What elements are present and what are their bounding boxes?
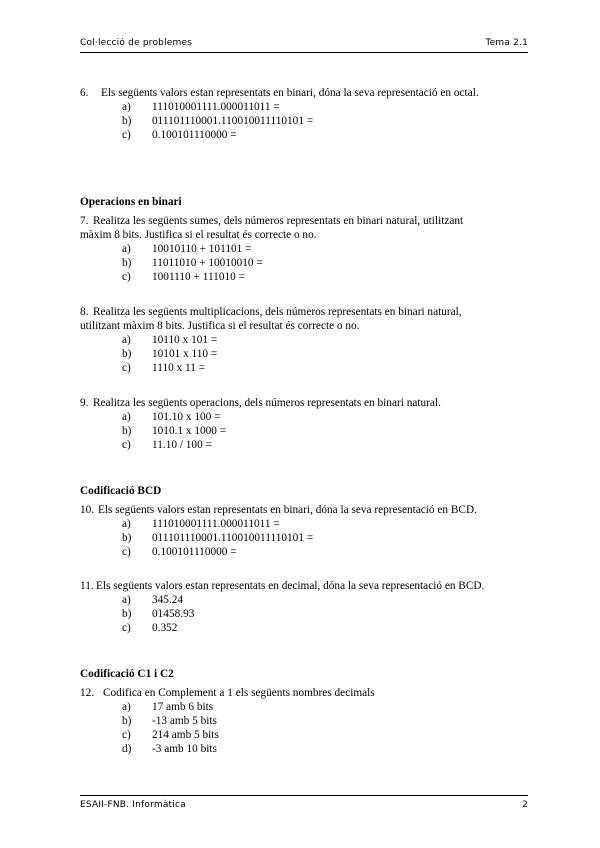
page-footer — [80, 795, 528, 810]
option-b: b) 1010.1 x 1000 = — [122, 425, 227, 437]
option-a: a) 10010110 + 101101 = — [122, 243, 252, 255]
option-b: b) 011101110001.110010011110101 = — [122, 532, 314, 544]
option-a: a) 111010001111.000011011 = — [122, 518, 280, 530]
header-title: Col·lecció de problemes — [80, 38, 193, 48]
question-number: 7. — [80, 215, 89, 227]
question-text: Realitza les següents multiplicacions, dels números representats en binari natural, — [93, 306, 462, 318]
question-7 — [80, 214, 528, 284]
option-list — [80, 593, 528, 635]
question-text: Els següents valors estan representats en binari, dóna la seva representació en BCD. — [98, 504, 477, 516]
header-topic: Tema 2.1 — [485, 38, 528, 48]
option-b: b) 10101 x 110 = — [122, 348, 218, 360]
question-number: 9. — [80, 397, 89, 409]
option-a: a) 111010001111.000011011 = — [122, 101, 280, 113]
question-11 — [80, 579, 528, 635]
question-number: 12. — [80, 687, 95, 699]
question-number: 6. — [80, 87, 89, 99]
option-list — [80, 333, 528, 375]
page-number: 2 — [522, 800, 528, 810]
question-text-cont: utilitzant màxim 8 bits. Justifica si el resultat és correcte o no. — [80, 320, 360, 332]
question-text: Realitza les següents sumes, dels números representats en binari natural, utilitzant — [93, 215, 464, 227]
section-heading-bcd: Codificació BCD — [80, 485, 162, 497]
question-text: Els següents valors estan representats en decimal, dóna la seva representació en BCD. — [96, 580, 485, 592]
question-text: Els següents valors estan representats en binari, dóna la seva representació en octal. — [101, 87, 479, 99]
option-c: c) 1110 x 11 = — [122, 362, 206, 374]
option-list — [80, 517, 528, 559]
option-a: a) 17 amb 6 bits — [122, 701, 214, 713]
option-c: c) 214 amb 5 bits — [122, 729, 219, 741]
question-8 — [80, 305, 528, 375]
page-header — [80, 38, 528, 53]
question-9 — [80, 396, 528, 452]
question-10 — [80, 503, 528, 559]
option-b: b) 011101110001.110010011110101 = — [122, 115, 314, 127]
option-list — [80, 700, 528, 756]
question-12 — [80, 686, 528, 756]
option-d: d) -3 amb 10 bits — [122, 743, 217, 755]
option-a: a) 10110 x 101 = — [122, 334, 218, 346]
option-c: c) 0.100101110000 = — [122, 129, 237, 141]
option-c: c) 11.10 / 100 = — [122, 439, 212, 451]
question-number: 8. — [80, 306, 89, 318]
question-text: Codifica en Complement a 1 els següents nombres decimals — [103, 687, 375, 699]
option-c: c) 0.100101110000 = — [122, 546, 237, 558]
option-c: c) 0.352 — [122, 622, 178, 634]
question-text: Realitza les següents operacions, dels números representats en binari natural. — [93, 397, 441, 409]
option-c: c) 1001110 + 111010 = — [122, 271, 245, 283]
question-number: 10. — [80, 504, 95, 516]
option-list — [80, 242, 528, 284]
option-b: b) -13 amb 5 bits — [122, 715, 217, 727]
option-a: a) 345.24 — [122, 594, 184, 606]
option-b: b) 01458.93 — [122, 608, 195, 620]
question-6 — [80, 86, 528, 142]
problem-list — [80, 86, 528, 756]
footer-course: ESAII-FNB. Informàtica — [80, 800, 186, 810]
option-b: b) 11011010 + 10010010 = — [122, 257, 263, 269]
question-number: 11. — [80, 580, 94, 592]
question-text-cont: màxim 8 bits. Justifica si el resultat és correcte o no. — [80, 229, 317, 241]
section-heading-binari: Operacions en binari — [80, 196, 182, 208]
section-heading-c1c2: Codificació C1 i C2 — [80, 668, 174, 680]
option-a: a) 101.10 x 100 = — [122, 411, 221, 423]
option-list — [80, 410, 528, 452]
option-list — [80, 100, 528, 142]
